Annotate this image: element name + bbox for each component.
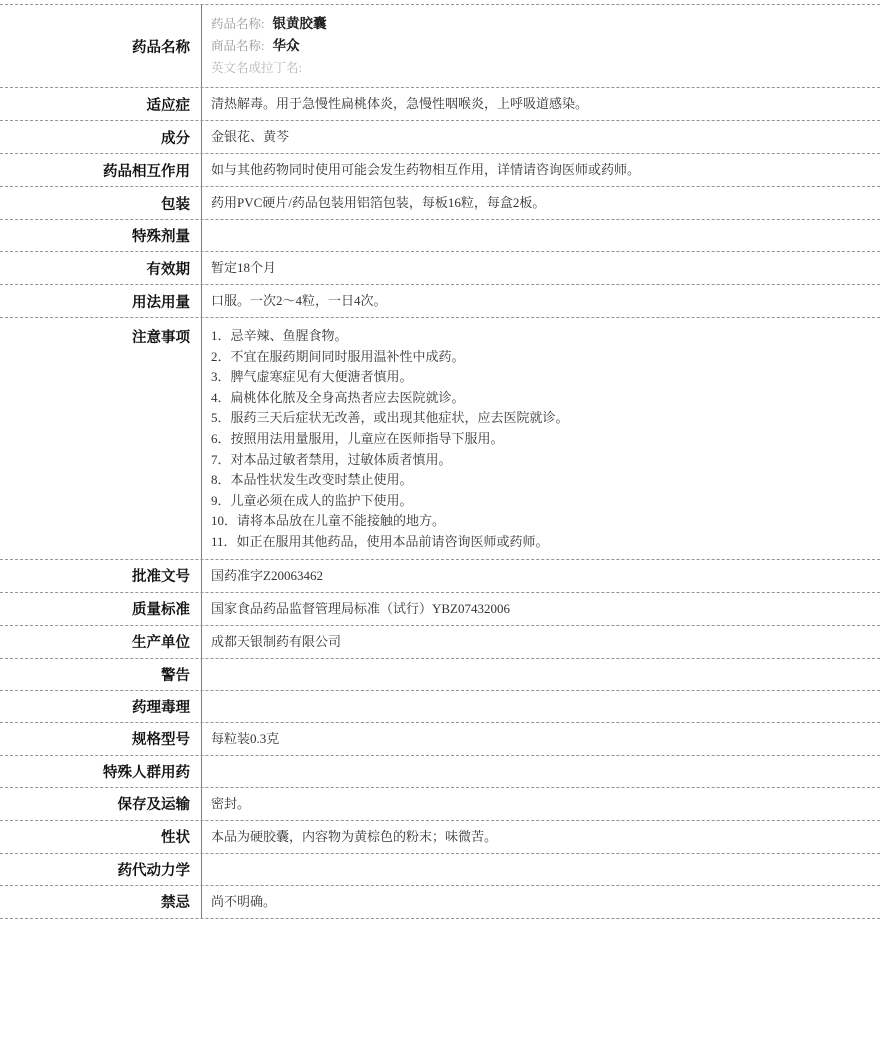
row-label: 规格型号: [0, 723, 202, 755]
precaution-item: 11．如正在服用其他药品，使用本品前请咨询医师或药师。: [211, 533, 549, 549]
table-row-ingredients: [0, 121, 880, 154]
row-label: 质量标准: [0, 593, 202, 625]
table-row-special-dosage: [0, 220, 880, 252]
row-value: [202, 318, 880, 559]
precaution-item: 9．儿童必须在成人的监护下使用。: [211, 492, 413, 508]
precaution-item: 8．本品性状发生改变时禁止使用。: [211, 472, 413, 488]
field-key: 药品名称:: [211, 17, 265, 31]
row-label: 有效期: [0, 252, 202, 284]
row-label: 特殊剂量: [0, 220, 202, 251]
precaution-item: 4．扁桃体化脓及全身高热者应去医院就诊。: [211, 389, 465, 405]
row-value: 本品为硬胶囊，内容物为黄棕色的粉末；味微苦。: [211, 828, 498, 844]
precaution-item: 7．对本品过敏者禁用，过敏体质者慎用。: [211, 451, 452, 467]
row-label: 成分: [0, 121, 202, 153]
drug-name-line: [211, 13, 870, 35]
table-row-contraindications: [0, 886, 880, 919]
row-value: 口服。一次2～4粒，一日4次。: [211, 293, 387, 308]
row-value: 清热解毒。用于急慢性扁桃体炎，急慢性咽喉炎，上呼吸道感染。: [211, 96, 589, 111]
row-value: 药用PVC硬片/药品包装用铝箔包装，每板16粒，每盒2板。: [211, 195, 546, 210]
drug-info-table: [0, 4, 880, 919]
row-value: [202, 668, 880, 680]
row-label: 适应症: [0, 88, 202, 120]
table-row-interactions: [0, 154, 880, 187]
table-row-pharmacokinetics: [0, 854, 880, 886]
row-label: 批准文号: [0, 560, 202, 592]
row-label: 保存及运输: [0, 788, 202, 820]
row-label: 药品名称: [0, 5, 202, 87]
precaution-item: 5．服药三天后症状无改善，或出现其他症状，应去医院就诊。: [211, 410, 569, 426]
table-row-approval-number: [0, 560, 880, 593]
table-row-indications: [0, 88, 880, 121]
row-value: [202, 230, 880, 242]
row-label: 禁忌: [0, 886, 202, 918]
field-value: 银黄胶囊: [272, 16, 327, 31]
precaution-item: 2．不宜在服药期间同时服用温补性中成药。: [211, 348, 465, 364]
row-value: 如与其他药物同时使用可能会发生药物相互作用，详情请咨询医师或药师。: [211, 162, 641, 177]
precaution-item: 10．请将本品放在儿童不能接触的地方。: [211, 513, 446, 529]
row-value: [202, 5, 880, 87]
row-label: 注意事项: [0, 318, 202, 559]
table-row-quality-standard: [0, 593, 880, 626]
precaution-item: 3．脾气虚寒症见有大便溏者慎用。: [211, 369, 413, 385]
row-value: 金银花、黄芩: [211, 129, 290, 144]
row-value: 尚不明确。: [211, 893, 277, 909]
field-key: 英文名或拉丁名:: [211, 61, 302, 75]
row-value: 暂定18个月: [211, 260, 277, 275]
field-value: 华众: [272, 38, 300, 53]
english-name-line: [211, 57, 870, 79]
row-label: 药品相互作用: [0, 154, 202, 186]
table-row-drug-name: [0, 5, 880, 88]
table-row-storage: [0, 788, 880, 821]
table-row-pharmacology: [0, 691, 880, 723]
row-label: 用法用量: [0, 285, 202, 317]
row-value: 密封。: [211, 795, 251, 811]
table-row-manufacturer: [0, 626, 880, 659]
row-label: 包装: [0, 187, 202, 219]
trade-name-line: [211, 35, 870, 57]
row-value: 每粒装0.3克: [211, 730, 280, 746]
row-label: 药代动力学: [0, 854, 202, 885]
table-row-warning: [0, 659, 880, 691]
row-label: 生产单位: [0, 626, 202, 658]
table-row-dosage: [0, 285, 880, 318]
row-label: 性状: [0, 821, 202, 853]
row-label: 警告: [0, 659, 202, 690]
precaution-item: 1．忌辛辣、鱼腥食物。: [211, 328, 348, 343]
table-row-precautions: [0, 318, 880, 560]
row-value: 国药准字Z20063462: [211, 567, 323, 583]
row-value: [202, 700, 880, 712]
row-value: 成都天银制药有限公司: [211, 633, 342, 649]
row-value: [202, 765, 880, 777]
table-row-shelf-life: [0, 252, 880, 285]
row-label: 药理毒理: [0, 691, 202, 722]
table-row-appearance: [0, 821, 880, 854]
table-row-packaging: [0, 187, 880, 220]
table-row-special-populations: [0, 756, 880, 788]
row-label: 特殊人群用药: [0, 756, 202, 787]
field-key: 商品名称:: [211, 39, 265, 53]
row-value: [202, 863, 880, 875]
precaution-item: 6．按照用法用量服用，儿童应在医师指导下服用。: [211, 430, 504, 446]
table-row-specification: [0, 723, 880, 756]
row-value: 国家食品药品监督管理局标准（试行）YBZ07432006: [211, 600, 511, 616]
